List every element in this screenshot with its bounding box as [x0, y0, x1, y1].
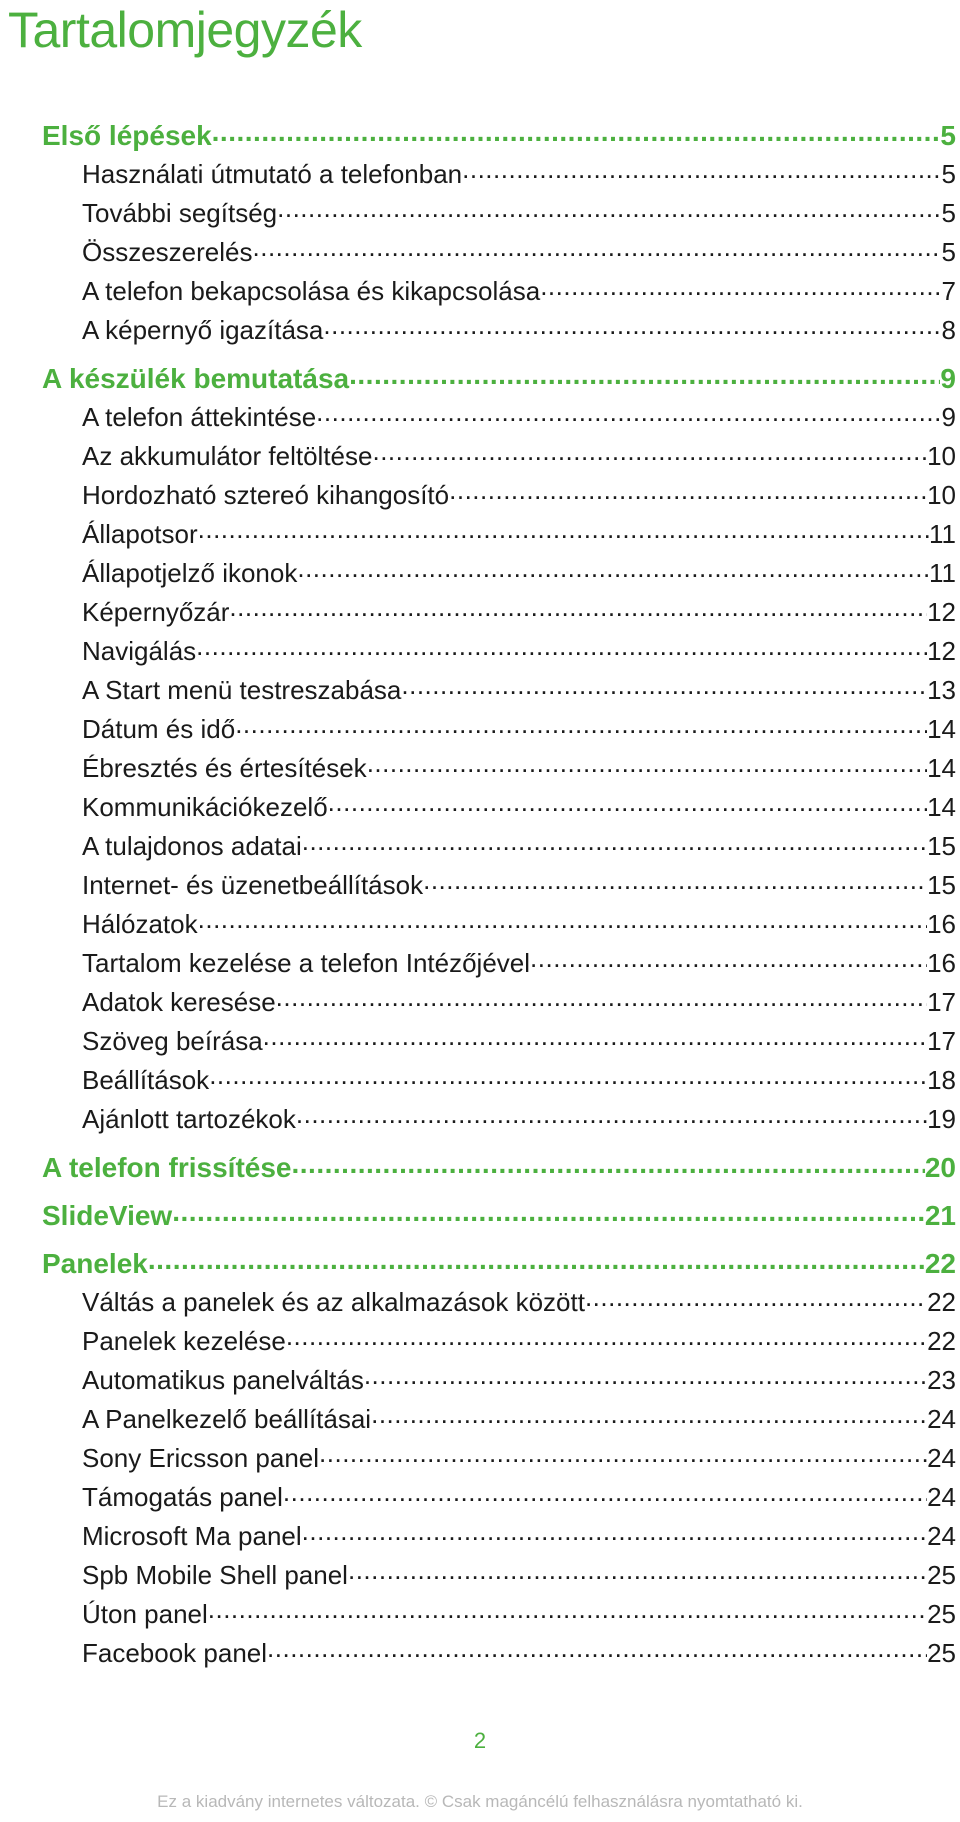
- toc-entry-label: Spb Mobile Shell panel: [82, 1560, 348, 1590]
- dot-leader: [263, 1024, 927, 1050]
- toc-entry-label: Állapotsor: [82, 519, 198, 549]
- dot-leader: [323, 313, 941, 339]
- dot-leader: [277, 196, 941, 222]
- toc-entry-page: 17: [927, 1026, 956, 1056]
- toc-entry[interactable]: [0, 1439, 960, 1478]
- dot-leader: [253, 235, 942, 261]
- toc-entry-page: 25: [927, 1560, 956, 1590]
- toc-entry-label: A készülék bemutatása: [42, 363, 350, 394]
- toc-entry-label: Támogatás panel: [82, 1482, 283, 1512]
- toc-entry-page: 22: [924, 1248, 956, 1279]
- toc-entry[interactable]: [0, 905, 960, 944]
- toc-entry-page: 19: [927, 1104, 956, 1134]
- toc-entry[interactable]: [0, 788, 960, 827]
- toc-entry-page: 12: [927, 597, 956, 627]
- dot-leader: [172, 1197, 925, 1225]
- dot-leader: [319, 1441, 927, 1467]
- toc-chapter-entry[interactable]: [0, 1244, 960, 1283]
- dot-leader: [229, 595, 927, 621]
- toc-entry-label: A Panelkezelő beállításai: [82, 1404, 372, 1434]
- toc-entry[interactable]: [0, 194, 960, 233]
- toc-entry-page: 17: [927, 987, 956, 1017]
- toc-entry-page: 14: [927, 792, 956, 822]
- dot-leader: [371, 1402, 927, 1428]
- toc-entry-label: A telefon frissítése: [42, 1152, 292, 1183]
- toc-entry-page: 5: [941, 159, 956, 189]
- toc-entry-label: Kommunikációkezelő: [82, 792, 328, 822]
- toc-entry-label: Állapotjelző ikonok: [82, 558, 298, 588]
- toc-entry-label: Szöveg beírása: [82, 1026, 263, 1056]
- toc-entry-label: Használati útmutató a telefonban: [82, 159, 463, 189]
- toc-entry-label: A telefon bekapcsolása és kikapcsolása: [82, 276, 541, 306]
- toc-entry-page: 14: [927, 714, 956, 744]
- toc-entry-page: 12: [927, 636, 956, 666]
- toc-entry[interactable]: [0, 1100, 960, 1139]
- toc-entry-label: Első lépések: [42, 120, 212, 151]
- dot-leader: [235, 712, 927, 738]
- dot-leader: [148, 1245, 925, 1273]
- toc-entry-page: 25: [927, 1599, 956, 1629]
- toc-entry[interactable]: [0, 1478, 960, 1517]
- toc-entry-page: 5: [941, 237, 956, 267]
- toc-entry-page: 23: [927, 1365, 956, 1395]
- toc-entry-page: 8: [941, 315, 956, 345]
- toc-entry-page: 25: [927, 1638, 956, 1668]
- dot-leader: [302, 1519, 927, 1545]
- toc-entry-page: 22: [927, 1326, 956, 1356]
- toc-entry-label: Beállítások: [82, 1065, 210, 1095]
- dot-leader: [348, 1558, 927, 1584]
- toc-entry-label: Internet- és üzenetbeállítások: [82, 870, 424, 900]
- dot-leader: [198, 907, 927, 933]
- footer-notice: Ez a kiadvány internetes változata. © Csak magáncélú felhasználásra nyomtatható ki.: [157, 1792, 803, 1811]
- toc-entry[interactable]: [0, 944, 960, 983]
- toc-entry-page: 9: [941, 402, 956, 432]
- toc-entry[interactable]: [0, 710, 960, 749]
- toc-entry[interactable]: [0, 1634, 960, 1673]
- toc-entry[interactable]: [0, 437, 960, 476]
- dot-leader: [449, 478, 927, 504]
- toc-entry-page: 10: [927, 480, 956, 510]
- dot-leader: [530, 946, 927, 972]
- toc-entry-label: Dátum és idő: [82, 714, 236, 744]
- toc-entry-label: Az akkumulátor feltöltése: [82, 441, 373, 471]
- page-number: 2: [473, 1728, 487, 1753]
- toc-entry-page: 5: [940, 120, 956, 151]
- toc-entry-label: Hálózatok: [82, 909, 198, 939]
- toc-entry[interactable]: [0, 632, 960, 671]
- dot-leader: [198, 517, 929, 543]
- toc-entry[interactable]: [0, 1400, 960, 1439]
- dot-leader: [367, 751, 927, 777]
- toc-entry-label: Váltás a panelek és az alkalmazások között: [82, 1287, 585, 1317]
- toc-chapter-entry[interactable]: [0, 359, 960, 398]
- toc-entry[interactable]: [0, 398, 960, 437]
- toc-entry[interactable]: [0, 476, 960, 515]
- toc-entry-label: Panelek kezelése: [82, 1326, 286, 1356]
- toc-entry[interactable]: [0, 866, 960, 905]
- toc-entry[interactable]: [0, 1283, 960, 1322]
- toc-entry[interactable]: [0, 515, 960, 554]
- toc-entry-page: 24: [927, 1443, 956, 1473]
- toc-entry[interactable]: [0, 1322, 960, 1361]
- toc-entry[interactable]: [0, 1061, 960, 1100]
- toc-entry[interactable]: [0, 983, 960, 1022]
- dot-leader: [286, 1324, 927, 1350]
- toc-entry-label: Microsoft Ma panel: [82, 1521, 302, 1551]
- toc-entry-label: Sony Ericsson panel: [82, 1443, 320, 1473]
- toc-entry-page: 11: [929, 558, 956, 588]
- dot-leader: [291, 1149, 924, 1177]
- toc-entry-label: Úton panel: [82, 1599, 208, 1629]
- toc-entry-label: A képernyő igazítása: [82, 315, 324, 345]
- dot-leader: [296, 1102, 927, 1128]
- toc-entry[interactable]: [0, 827, 960, 866]
- toc-entry-page: 13: [927, 675, 956, 705]
- dot-leader: [364, 1363, 927, 1389]
- toc-entry-page: 9: [940, 363, 956, 394]
- dot-leader: [196, 634, 927, 660]
- toc-entry-label: Hordozható sztereó kihangosító: [82, 480, 450, 510]
- dot-leader: [349, 360, 940, 388]
- toc-entry-label: Összeszerelés: [82, 237, 253, 267]
- dot-leader: [276, 985, 927, 1011]
- toc-entry-label: A Start menü testreszabása: [82, 675, 402, 705]
- toc-entry-label: Navigálás: [82, 636, 197, 666]
- dot-leader: [585, 1285, 927, 1311]
- toc-entry-label: További segítség: [82, 198, 278, 228]
- dot-leader: [302, 829, 927, 855]
- toc-entry-label: SlideView: [42, 1200, 173, 1231]
- toc-entry-page: 24: [927, 1482, 956, 1512]
- toc-entry-page: 16: [927, 948, 956, 978]
- toc-entry-label: Adatok keresése: [82, 987, 276, 1017]
- dot-leader: [208, 1597, 927, 1623]
- toc-entry-label: Képernyőzár: [82, 597, 230, 627]
- toc-entry-label: Ébresztés és értesítések: [82, 753, 367, 783]
- toc-entry-label: A tulajdonos adatai: [82, 831, 302, 861]
- toc-entry-page: 11: [929, 519, 956, 549]
- dot-leader: [267, 1636, 927, 1662]
- dot-leader: [328, 790, 927, 816]
- toc-entry[interactable]: [0, 155, 960, 194]
- toc-entry-page: 24: [927, 1404, 956, 1434]
- table-of-contents: [0, 116, 960, 1673]
- toc-chapter-entry[interactable]: [0, 1196, 960, 1235]
- dot-leader: [401, 673, 927, 699]
- toc-entry[interactable]: [0, 1517, 960, 1556]
- dot-leader: [297, 556, 929, 582]
- toc-entry[interactable]: [0, 1595, 960, 1634]
- toc-entry-page: 18: [927, 1065, 956, 1095]
- toc-entry[interactable]: [0, 554, 960, 593]
- toc-entry-page: 15: [927, 870, 956, 900]
- toc-entry-page: 15: [927, 831, 956, 861]
- dot-leader: [212, 117, 941, 145]
- toc-entry[interactable]: [0, 311, 960, 350]
- page-title: Tartalomjegyzék: [8, 2, 362, 58]
- dot-leader: [283, 1480, 927, 1506]
- dot-leader: [423, 868, 927, 894]
- toc-entry[interactable]: [0, 671, 960, 710]
- toc-entry-label: Ajánlott tartozékok: [82, 1104, 296, 1134]
- dot-leader: [316, 400, 941, 426]
- dot-leader: [462, 157, 941, 183]
- toc-entry-page: 22: [927, 1287, 956, 1317]
- toc-entry-page: 5: [941, 198, 956, 228]
- toc-entry-label: A telefon áttekintése: [82, 402, 317, 432]
- toc-chapter-entry[interactable]: [0, 1148, 960, 1187]
- dot-leader: [540, 274, 941, 300]
- toc-entry[interactable]: [0, 1556, 960, 1595]
- toc-entry-page: 21: [924, 1200, 956, 1231]
- toc-entry[interactable]: [0, 233, 960, 272]
- toc-entry-page: 16: [927, 909, 956, 939]
- toc-entry-label: Facebook panel: [82, 1638, 268, 1668]
- toc-entry-label: Tartalom kezelése a telefon Intézőjével: [82, 948, 531, 978]
- toc-entry[interactable]: [0, 593, 960, 632]
- toc-chapter-entry[interactable]: [0, 116, 960, 155]
- toc-entry-label: Automatikus panelváltás: [82, 1365, 364, 1395]
- toc-entry-page: 24: [927, 1521, 956, 1551]
- dot-leader: [209, 1063, 927, 1089]
- toc-entry-page: 10: [927, 441, 956, 471]
- toc-entry[interactable]: [0, 749, 960, 788]
- dot-leader: [372, 439, 927, 465]
- toc-entry[interactable]: [0, 1361, 960, 1400]
- toc-entry-page: 7: [941, 276, 956, 306]
- toc-entry[interactable]: [0, 1022, 960, 1061]
- toc-entry[interactable]: [0, 272, 960, 311]
- toc-entry-label: Panelek: [42, 1248, 148, 1279]
- toc-entry-page: 14: [927, 753, 956, 783]
- toc-entry-page: 20: [924, 1152, 956, 1183]
